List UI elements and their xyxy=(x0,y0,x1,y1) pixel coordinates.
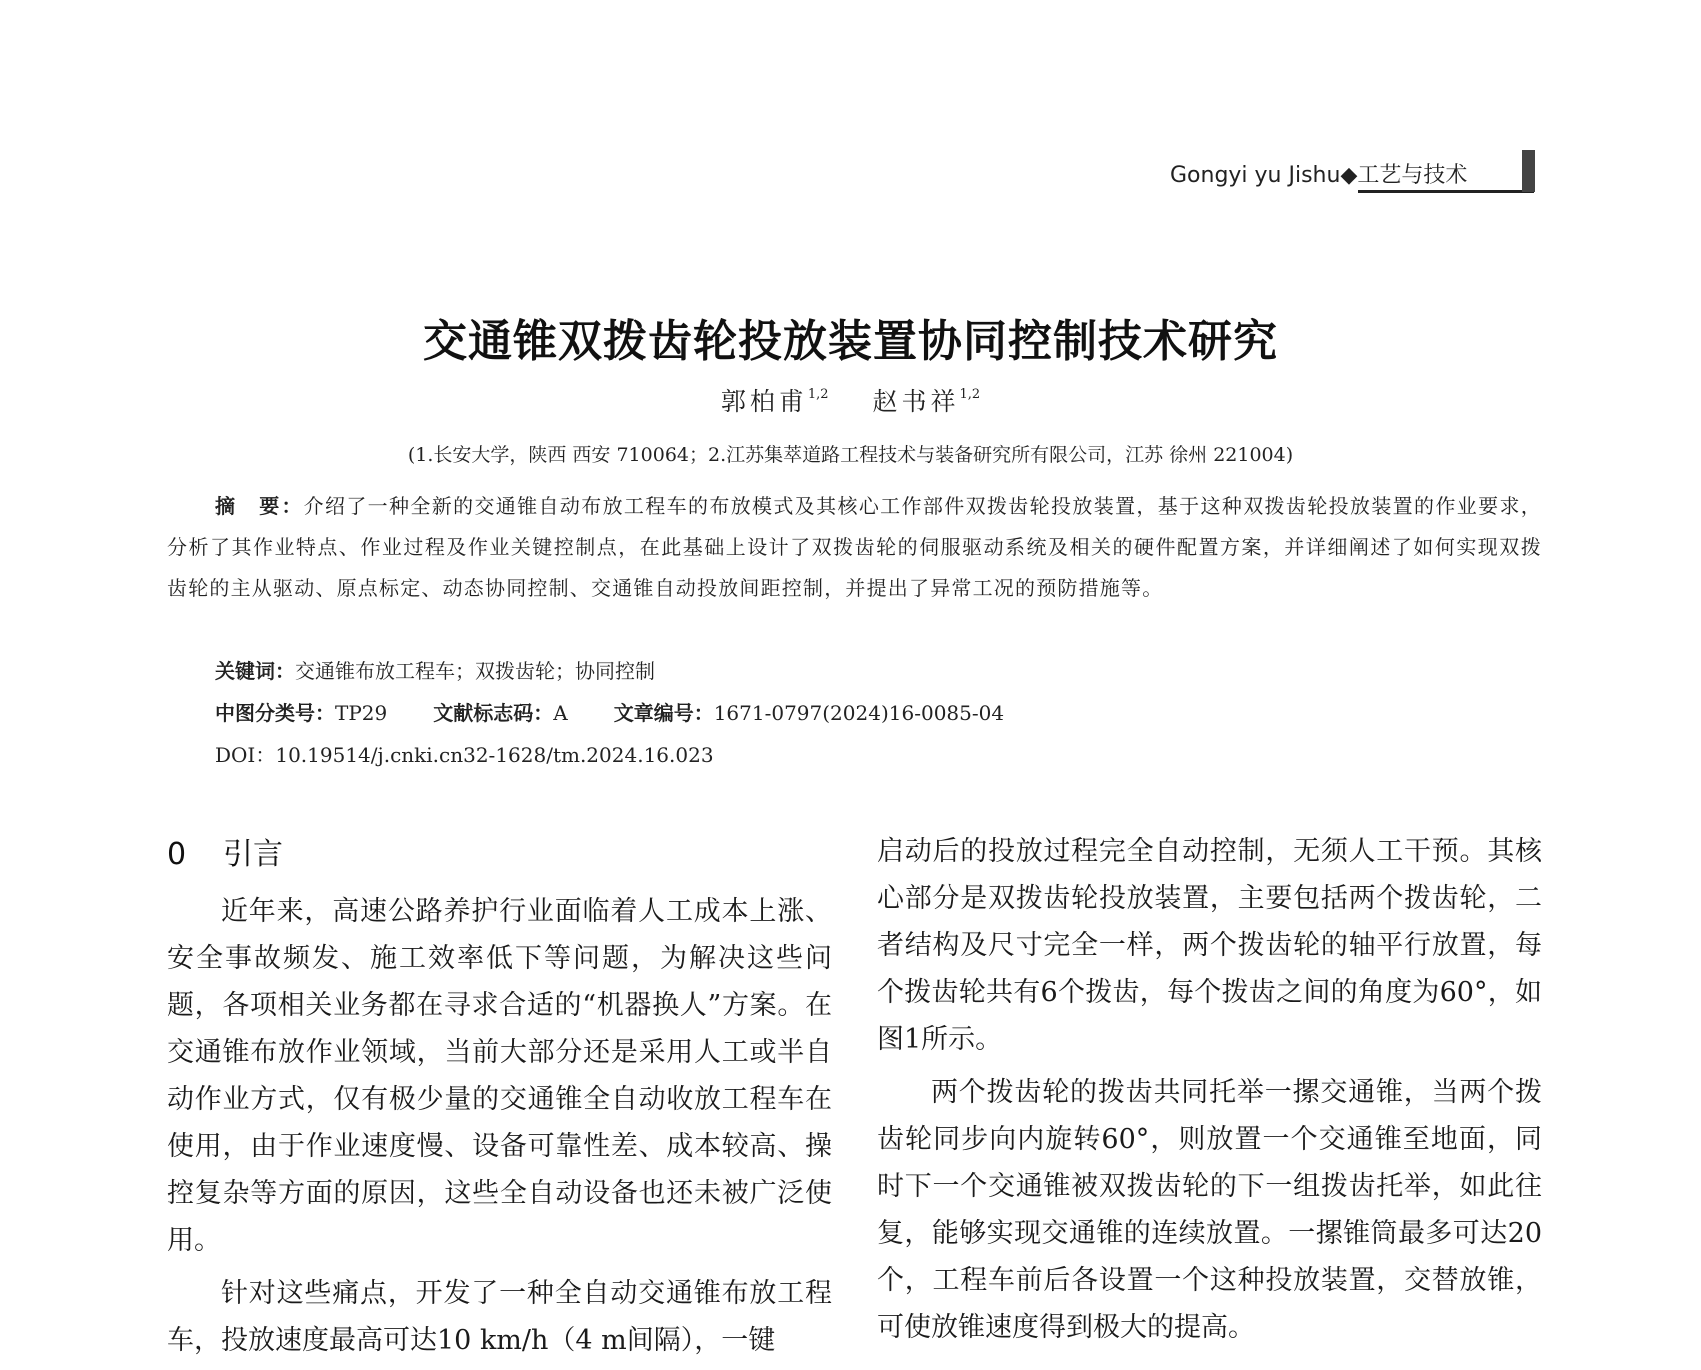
left-column xyxy=(167,830,832,1370)
doc-code-value: A xyxy=(553,701,568,725)
doc-code-label: 文献标志码： xyxy=(433,701,554,725)
author-list xyxy=(0,382,1701,418)
author-name: 郭柏甫 xyxy=(720,387,808,416)
section-heading xyxy=(167,830,832,880)
keywords-line xyxy=(215,655,655,684)
section-number: 0 xyxy=(167,837,187,872)
body-paragraph: 启动后的投放过程完全自动控制，无须人工干预。其核心部分是双拨齿轮投放装置，主要包括两个拨齿轮，二者结构及尺寸完全一样，两个拨齿轮的轴平行放置，每个拨齿轮共有6个拨齿，每个拨齿之间的角度为60°，如图1所示。 xyxy=(877,836,1542,1055)
doi-line xyxy=(215,739,714,768)
clc-label: 中图分类号： xyxy=(215,701,335,725)
running-title: Gongyi yu Jishu◆工艺与技术 xyxy=(1170,163,1468,188)
article-title: 交通锥双拨齿轮投放装置协同控制技术研究 xyxy=(423,316,1278,367)
body-paragraph: 两个拨齿轮的拨齿共同托举一摞交通锥，当两个拨齿轮同步向内旋转60°，则放置一个交通锥至地面，同时下一个交通锥被双拨齿轮的下一组拨齿托举，如此往复，能够实现交通锥的连续放置。一摞锥筒最多可达20个，工程车前后各设置一个这种投放装置，交替放锥，可使放锥速度得到极大的提高。 xyxy=(877,1077,1542,1343)
author-1 xyxy=(721,382,829,418)
classification-line xyxy=(215,697,1004,726)
abstract-label: 摘 要： xyxy=(215,494,304,518)
running-header xyxy=(1170,150,1540,196)
right-column xyxy=(877,828,1542,1357)
abstract xyxy=(167,486,1542,609)
article-no-label: 文章编号： xyxy=(613,701,714,725)
article-no-value: 1671-0797(2024)16-0085-04 xyxy=(713,701,1005,725)
author-affil-mark: 1,2 xyxy=(959,387,981,402)
body-paragraph: 近年来，高速公路养护行业面临着人工成本上涨、安全事故频发、施工效率低下等问题，为解决这些问题，各项相关业务都在寻求合适的“机器换人”方案。在交通锥布放作业领域，当前大部分还是采用人工或半自动作业方式，仅有极少量的交通锥全自动收放工程车在使用，由于作业速度慢、设备可靠性差、成本较高、操控复杂等方面的原因，这些全自动设备也还未被广泛使用。 xyxy=(167,896,832,1256)
author-2 xyxy=(872,382,980,418)
abstract-text: 介绍了一种全新的交通锥自动布放工程车的布放模式及其核心工作部件双拨齿轮投放装置，基于这种双拨齿轮投放装置的作业要求，分析了其作业特点、作业过程及作业关键控制点，在此基础上设计了双拨齿轮的伺服驱动系统及相关的硬件配置方案，并详细阐述了如何实现双拨齿轮的主从驱动、原点标定、动态协同控制、交通锥自动投放间距控制，并提出了异常工况的预防措施等。 xyxy=(167,494,1542,600)
clc-value: TP29 xyxy=(335,701,388,725)
author-affil-mark: 1,2 xyxy=(807,387,829,402)
header-underline xyxy=(1358,190,1534,193)
header-side-bar xyxy=(1522,150,1535,192)
affiliation: (1.长安大学，陕西 西安 710064；2.江苏集萃道路工程技术与装备研究所有限公司，江苏 徐州 221004) xyxy=(407,444,1294,466)
body-paragraph: 针对这些痛点，开发了一种全自动交通锥布放工程车，投放速度最高可达10 km/h（4 m间隔），一键 xyxy=(167,1278,832,1356)
keywords-label: 关键词： xyxy=(215,659,295,683)
section-title: 引言 xyxy=(223,837,283,872)
author-name: 赵书祥 xyxy=(872,387,960,416)
doi-value: 10.19514/j.cnki.cn32-1628/tm.2024.16.023 xyxy=(275,743,714,767)
doi-label: DOI： xyxy=(215,743,276,767)
keywords-text: 交通锥布放工程车；双拨齿轮；协同控制 xyxy=(295,659,655,683)
